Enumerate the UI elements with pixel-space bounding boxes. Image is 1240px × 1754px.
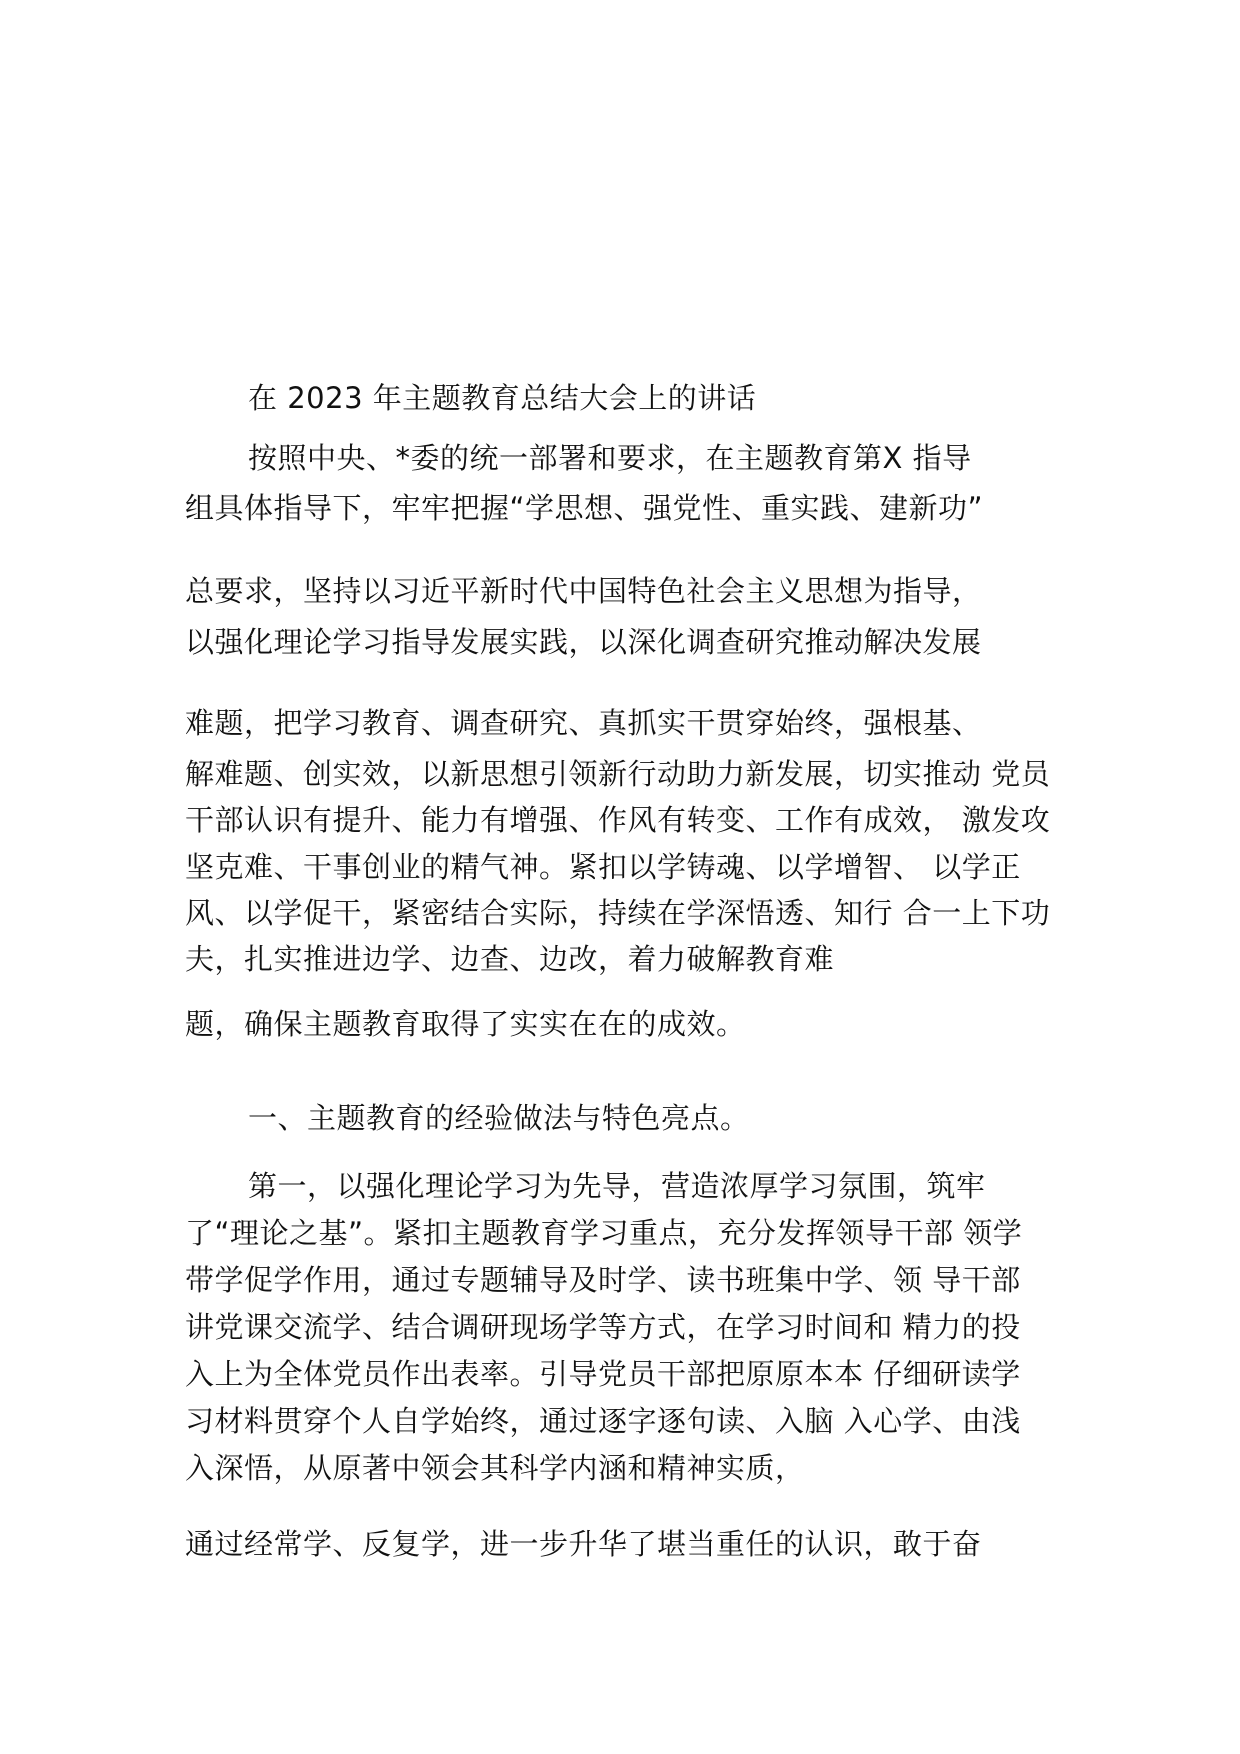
body-line: 讲党课交流学、结合调研现场学等方式，在学习时间和 精力的投 — [185, 1310, 1021, 1344]
body-line: 按照中央、*委的统一部署和要求，在主题教育第Ⅹ 指导 — [248, 441, 972, 475]
body-line: 习材料贯穿个人自学始终，通过逐字逐句读、入脑 入心学、由浅 — [185, 1404, 1021, 1438]
body-line: 入上为全体党员作出表率。引导党员干部把原原本本 仔细研读学 — [185, 1357, 1021, 1391]
body-line: 通过经常学、反复学，进一步升华了堪当重任的认识，敢于奋 — [185, 1527, 982, 1561]
body-line: 以强化理论学习指导发展实践，以深化调查研究推动解决发展 — [185, 625, 982, 659]
body-line: 夫，扎实推进边学、边查、边改，着力破解教育难 — [185, 942, 835, 976]
body-line: 了“理论之基”。紧扣主题教育学习重点，充分发挥领导干部 领学 — [185, 1216, 1023, 1250]
body-line: 带学促学作用，通过专题辅导及时学、读书班集中学、领 导干部 — [185, 1263, 1021, 1297]
section-heading: 一、主题教育的经验做法与特色亮点。 — [248, 1101, 750, 1135]
body-line: 入深悟，从原著中领会其科学内涵和精神实质， — [185, 1451, 805, 1485]
body-line: 难题，把学习教育、调查研究、真抓实干贯穿始终，强根基、 — [185, 706, 982, 740]
body-line: 第一，以强化理论学习为先导，营造浓厚学习氛围，筑牢 — [248, 1169, 986, 1203]
body-line: 解难题、创实效，以新思想引领新行动助力新发展，切实推动 党员 — [185, 757, 1051, 791]
body-line: 题，确保主题教育取得了实实在在的成效。 — [185, 1007, 746, 1041]
body-line: 坚克难、干事创业的精气神。紧扣以学铸魂、以学增智、 以学正 — [185, 850, 1021, 884]
body-line: 总要求，坚持以习近平新时代中国特色社会主义思想为指导， — [185, 574, 982, 608]
body-line: 风、以学促干，紧密结合实际，持续在学深悟透、知行 合一上下功 — [185, 896, 1051, 930]
document-title: 在 2023 年主题教育总结大会上的讲话 — [248, 381, 757, 415]
body-line: 干部认识有提升、能力有增强、作风有转变、工作有成效， 激发攻 — [185, 803, 1051, 837]
body-line: 组具体指导下，牢牢把握“学思想、强党性、重实践、建新功” — [185, 491, 984, 525]
